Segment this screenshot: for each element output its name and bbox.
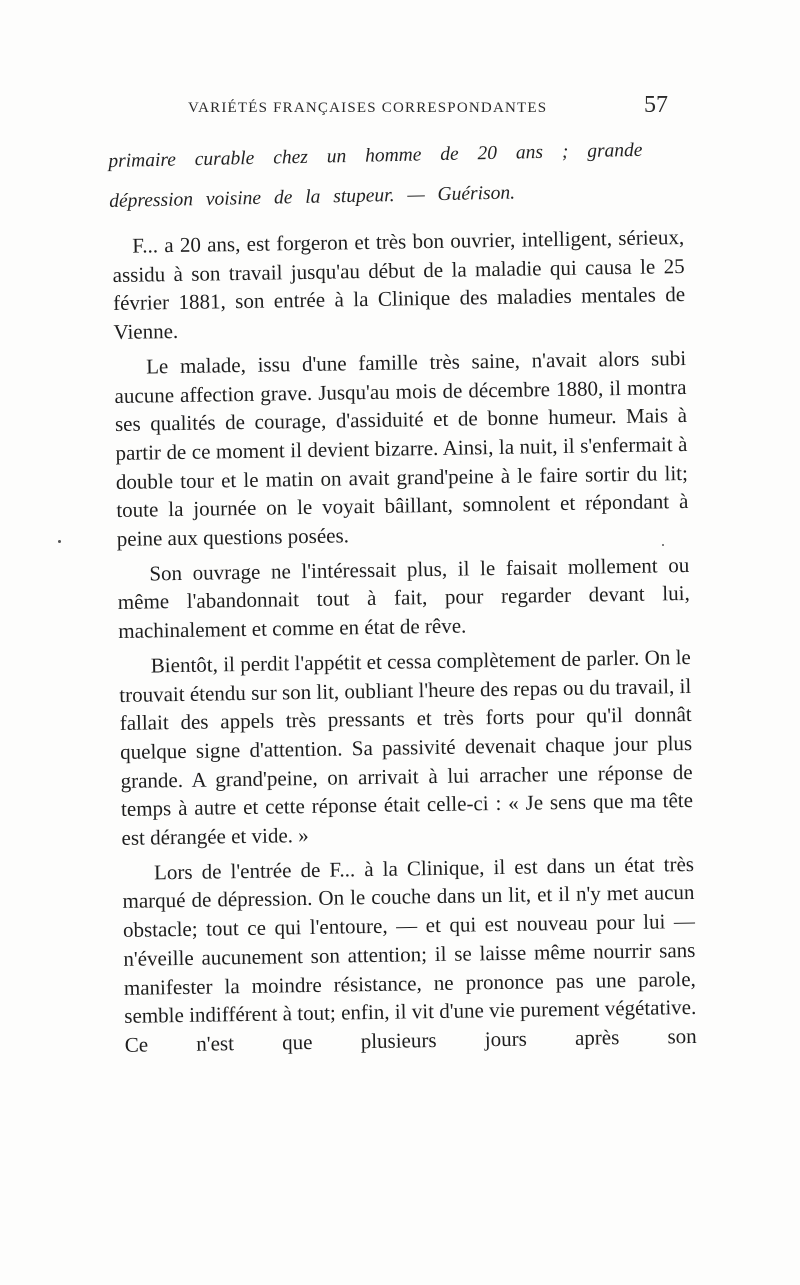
page-number: 57	[644, 92, 668, 118]
paragraph-3: Son ouvrage ne l'intéressait plus, il le faisait mollement ou même l'abandonnait tout à fait, pour regarder devant lui, machinalement et comme en état de rêve.	[117, 552, 690, 644]
paragraph-4: Bientôt, il perdit l'appétit et cessa complètement de parler. On le trouvait étendu sur son lit, oubliant l'heure des repas ou du travail, il fallait des appels très pressants et très forts pour qu'il donnât quelque signe d'attention. Sa passivité devenait chaque jour plus grande. A grand'peine, on arrivait à lui arracher une réponse de temps à autre et cette réponse était celle-ci : « Je sens que ma tête est dérangée et vide. »	[119, 644, 694, 850]
paragraph-2: Le malade, issu d'une famille très saine, n'avait alors subi aucune affection grave. Jusqu'au mois de décembre 1880, il montra ses qualités de courage, d'assiduité et de bonne humeur. Mais à partir de ce moment il devient bizarre. Ainsi, la nuit, il s'enfermait à double tour et le matin on avait grand'peine à le faire sortir du lit; toute la journée on le voyait bâillant, somnolent et répondant à peine aux questions posées.	[114, 345, 689, 551]
case-subtitle	[108, 130, 670, 222]
page-header	[188, 92, 668, 132]
print-speck	[662, 544, 664, 546]
print-speck	[58, 540, 61, 543]
body-text	[112, 223, 697, 1066]
subtitle-line-2: dépression voisine de la stupeur. — Guérison.	[109, 182, 516, 212]
paragraph-5: Lors de l'entrée de F... à la Clinique, il est dans un état très marqué de dépression. On le couche dans un lit, et il n'y met aucun obstacle; tout ce qui l'entoure, — et qui est nouveau pour lui — n'éveille aucunement son attention; il se laisse même nourrir sans manifester la moindre résistance, ne prononce pas une parole, semble indifférent à tout; enfin, il vit d'une vie purement végétative. Ce n'est que plusieurs jours après son	[122, 851, 697, 1057]
subtitle-line-1: primaire curable chez un homme de 20 ans ; grande	[108, 139, 643, 172]
running-head: VARIÉTÉS FRANÇAISES CORRESPONDANTES	[188, 100, 548, 116]
paragraph-1: F... a 20 ans, est forgeron et très bon ouvrier, intelligent, sérieux, assidu à son travail jusqu'au début de la maladie qui causa le 25 février 1881, son entrée à la Clinique des maladies mentales de Vienne.	[112, 225, 686, 345]
